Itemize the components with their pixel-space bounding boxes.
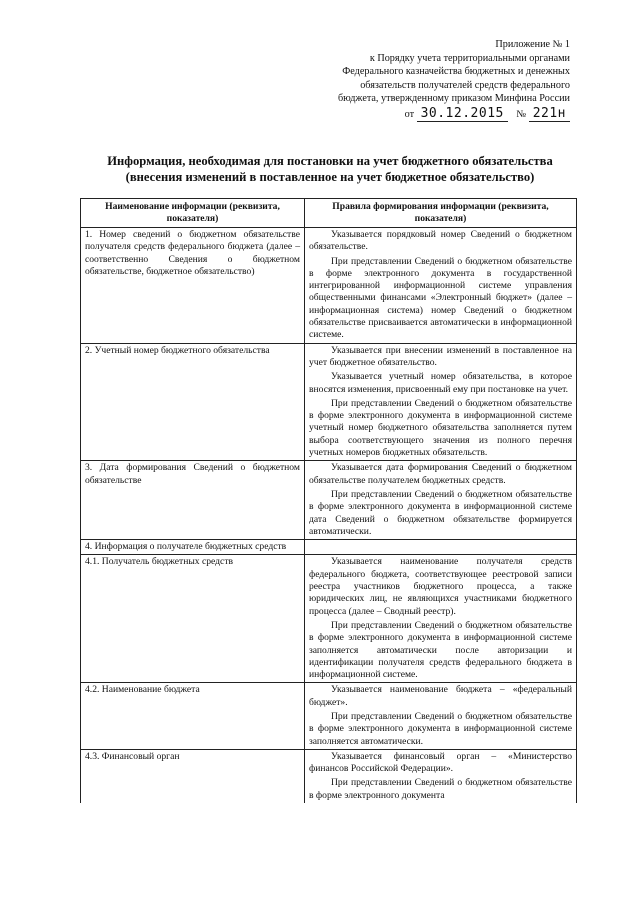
row-name: 3. Дата формирования Сведений о бюджетном обязательстве bbox=[81, 461, 305, 540]
row-name: 2. Учетный номер бюджетного обязательства bbox=[81, 343, 305, 461]
order-number: 221н bbox=[529, 106, 570, 122]
appendix-line: обязательств получателей средств федерального bbox=[360, 79, 570, 91]
appendix-line: Федерального казначейства бюджетных и денежных bbox=[342, 66, 570, 78]
table-row bbox=[81, 555, 577, 683]
table-row bbox=[81, 540, 577, 555]
header-name: Наименование информации (реквизита, показателя) bbox=[81, 199, 305, 228]
row-name: 4.3. Финансовый орган bbox=[81, 749, 305, 803]
row-name: 4. Информация о получателе бюджетных средств bbox=[81, 540, 305, 555]
table-row bbox=[81, 461, 577, 540]
row-name: 4.1. Получатель бюджетных средств bbox=[81, 555, 305, 683]
title-line-2: (внесения изменений в поставленное на учет бюджетное обязательство) bbox=[125, 170, 535, 184]
rule-paragraph: При представлении Сведений о бюджетном обязательстве в форме электронного документа bbox=[309, 777, 572, 801]
rule-paragraph: Указывается наименование получателя средств федерального бюджета, соответствующее реестровой записи реестра участников бюджетного процесса, а также юридических лиц, не являющихся участниками бюджетного процесса (далее – Сводный реестр). bbox=[309, 556, 572, 617]
row-rules bbox=[305, 228, 577, 344]
rule-paragraph: Указывается финансовый орган – «Министерство финансов Российской Федерации». bbox=[309, 750, 572, 775]
row-rules bbox=[305, 749, 577, 803]
row-name: 4.2. Наименование бюджета bbox=[81, 683, 305, 749]
rule-paragraph: При представлении Сведений о бюджетном обязательстве в форме электронного документа в информационной системе дата Сведений о бюджетном обязательстве формируется автоматически. bbox=[309, 488, 572, 537]
title-line-1: Информация, необходимая для постановки на учет бюджетного обязательства bbox=[107, 154, 553, 168]
rule-paragraph: Указывается при внесении изменений в поставленное на учет бюджетное обязательство. bbox=[309, 344, 572, 368]
appendix-line: бюджета, утвержденному приказом Минфина России bbox=[337, 93, 570, 105]
header-rules: Правила формирования информации (реквизита, показателя) bbox=[305, 199, 577, 228]
rule-paragraph: Указывается учетный номер обязательства, в которое вносятся изменения, присвоенный ему при постановке на учет. bbox=[309, 371, 572, 395]
table-row bbox=[81, 228, 577, 344]
table-header-row bbox=[81, 199, 577, 228]
rule-paragraph: Указывается порядковый номер Сведений о бюджетном обязательстве. bbox=[309, 229, 572, 253]
row-rules bbox=[305, 461, 577, 540]
table-row bbox=[81, 683, 577, 749]
from-label: от bbox=[404, 108, 415, 120]
order-date-line bbox=[338, 107, 570, 122]
rule-paragraph: Указывается наименование бюджета – «федеральный бюджет». bbox=[309, 684, 572, 708]
appendix-block bbox=[338, 38, 570, 122]
appendix-title: Приложение № 1 bbox=[495, 39, 570, 50]
table-row bbox=[81, 749, 577, 803]
document-title bbox=[60, 153, 600, 185]
rule-paragraph: Указывается дата формирования Сведений о бюджетном обязательстве получателем бюджетных средств. bbox=[309, 462, 572, 486]
row-rules bbox=[305, 343, 577, 461]
table-row bbox=[81, 343, 577, 461]
rule-paragraph: При представлении Сведений о бюджетном обязательстве в форме электронного документа в государственной интегрированной информационной системе управления общественными финансами «Электронный бюджет» (далее – информационная система) номер Сведений о бюджетном обязательстве присваивается автоматически в информационной системе. bbox=[309, 255, 572, 341]
info-table bbox=[80, 198, 577, 803]
order-date: 30.12.2015 bbox=[417, 106, 508, 122]
rule-paragraph: При представлении Сведений о бюджетном обязательстве в форме электронного документа в информационной системе заполняется автоматически. bbox=[309, 710, 572, 747]
rule-paragraph: При представлении Сведений о бюджетном обязательстве в форме электронного документа в информационной системе заполняется автоматически после авторизации и идентификации получателя средств федерального бюджета в информационной системе. bbox=[309, 619, 572, 681]
row-name: 1. Номер сведений о бюджетном обязательстве получателя средств федерального бюджета (далее – соответственно Сведения о бюджетном обязательстве, бюджетное обязательство) bbox=[81, 228, 305, 344]
row-rules-empty bbox=[305, 540, 577, 555]
number-label: № bbox=[516, 108, 527, 120]
rule-paragraph: При представлении Сведений о бюджетном обязательстве в форме электронного документа в информационной системе учетный номер бюджетного обязательства заполняется путем выбора соответствующего значения из полного перечня учетных номеров бюджетных обязательств. bbox=[309, 397, 572, 459]
row-rules bbox=[305, 683, 577, 749]
appendix-line: к Порядку учета территориальными органами bbox=[369, 52, 570, 64]
row-rules bbox=[305, 555, 577, 683]
